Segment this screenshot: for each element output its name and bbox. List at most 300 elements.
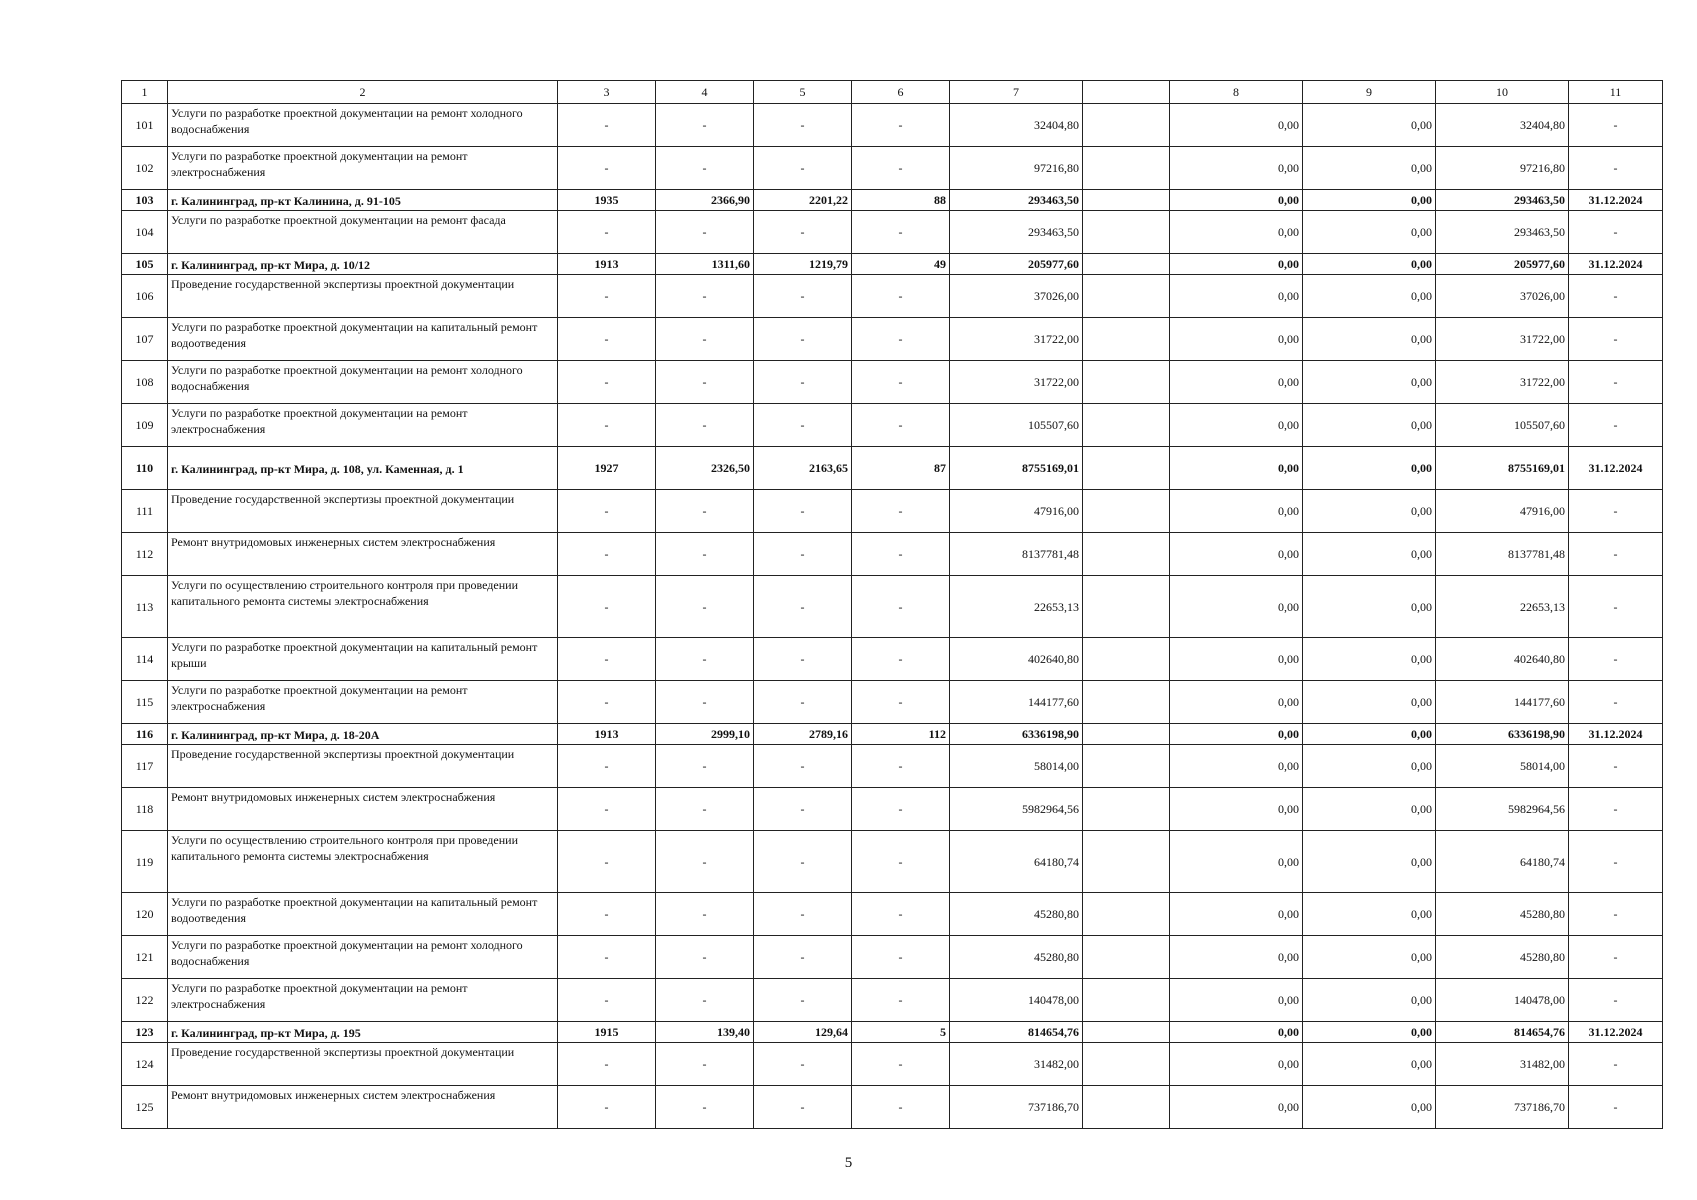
budget-share-cell: 0,00 [1303, 275, 1436, 318]
blank-cell [1083, 893, 1170, 936]
blank-cell [1083, 275, 1170, 318]
area-living-cell: - [754, 1086, 852, 1129]
cost-total-cell: 737186,70 [950, 1086, 1083, 1129]
budget-share-cell: 0,00 [1303, 936, 1436, 979]
residents-count-cell: - [852, 936, 950, 979]
budget-share-cell: 0,00 [1303, 404, 1436, 447]
residents-count-cell: - [852, 104, 950, 147]
description-cell: Ремонт внутридомовых инженерных систем электроснабжения [168, 788, 558, 831]
column-number-cell: 4 [656, 81, 754, 104]
residents-count-cell: 112 [852, 724, 950, 745]
owners-funds-cell: 140478,00 [1436, 979, 1569, 1022]
row-number-cell: 101 [122, 104, 168, 147]
budget-share-cell: 0,00 [1303, 533, 1436, 576]
area-living-cell: - [754, 275, 852, 318]
column-number-cell: 1 [122, 81, 168, 104]
description-cell: Услуги по разработке проектной документации на капитальный ремонт водоотведения [168, 893, 558, 936]
completion-date-cell: - [1569, 147, 1663, 190]
residents-count-cell: - [852, 404, 950, 447]
column-number-cell: 2 [168, 81, 558, 104]
budget-share-cell: 0,00 [1303, 1043, 1436, 1086]
area-living-cell: - [754, 936, 852, 979]
description-cell: Услуги по разработке проектной документации на ремонт электроснабжения [168, 147, 558, 190]
owners-funds-cell: 47916,00 [1436, 490, 1569, 533]
area-living-cell: - [754, 404, 852, 447]
residents-count-cell: 49 [852, 254, 950, 275]
completion-date-cell: 31.12.2024 [1569, 254, 1663, 275]
column-number-cell: 8 [1170, 81, 1303, 104]
area-total-cell: - [656, 318, 754, 361]
year-cell: - [558, 831, 656, 893]
blank-cell [1083, 1022, 1170, 1043]
cost-total-cell: 45280,80 [950, 936, 1083, 979]
fund-share-cell: 0,00 [1170, 533, 1303, 576]
row-number-cell: 117 [122, 745, 168, 788]
fund-share-cell: 0,00 [1170, 447, 1303, 490]
cost-total-cell: 22653,13 [950, 576, 1083, 638]
row-number-cell: 120 [122, 893, 168, 936]
row-number-cell: 115 [122, 681, 168, 724]
owners-funds-cell: 45280,80 [1436, 893, 1569, 936]
column-number-cell: 6 [852, 81, 950, 104]
blank-cell [1083, 936, 1170, 979]
budget-share-cell: 0,00 [1303, 1022, 1436, 1043]
owners-funds-cell: 814654,76 [1436, 1022, 1569, 1043]
area-living-cell: - [754, 147, 852, 190]
description-cell: Проведение государственной экспертизы проектной документации [168, 1043, 558, 1086]
budget-share-cell: 0,00 [1303, 361, 1436, 404]
area-total-cell: - [656, 681, 754, 724]
year-cell: - [558, 638, 656, 681]
cost-total-cell: 6336198,90 [950, 724, 1083, 745]
budget-share-cell: 0,00 [1303, 211, 1436, 254]
residents-count-cell: - [852, 361, 950, 404]
completion-date-cell: - [1569, 404, 1663, 447]
fund-share-cell: 0,00 [1170, 893, 1303, 936]
completion-date-cell: - [1569, 490, 1663, 533]
cost-total-cell: 8137781,48 [950, 533, 1083, 576]
completion-date-cell: - [1569, 745, 1663, 788]
description-cell: Услуги по разработке проектной документации на ремонт холодного водоснабжения [168, 104, 558, 147]
residents-count-cell: - [852, 893, 950, 936]
cost-total-cell: 32404,80 [950, 104, 1083, 147]
row-number-cell: 111 [122, 490, 168, 533]
owners-funds-cell: 8137781,48 [1436, 533, 1569, 576]
residents-count-cell: - [852, 147, 950, 190]
owners-funds-cell: 5982964,56 [1436, 788, 1569, 831]
year-cell: 1927 [558, 447, 656, 490]
completion-date-cell: - [1569, 318, 1663, 361]
blank-cell [1083, 404, 1170, 447]
completion-date-cell: - [1569, 533, 1663, 576]
fund-share-cell: 0,00 [1170, 1043, 1303, 1086]
description-cell: Услуги по разработке проектной документации на ремонт холодного водоснабжения [168, 936, 558, 979]
work-item-row [122, 275, 1663, 318]
row-number-cell: 123 [122, 1022, 168, 1043]
residents-count-cell: - [852, 831, 950, 893]
row-number-cell: 102 [122, 147, 168, 190]
blank-cell [1083, 788, 1170, 831]
description-cell: г. Калининград, пр-кт Мира, д. 195 [168, 1022, 558, 1043]
residents-count-cell: - [852, 1043, 950, 1086]
row-number-cell: 104 [122, 211, 168, 254]
row-number-cell: 103 [122, 190, 168, 211]
cost-total-cell: 140478,00 [950, 979, 1083, 1022]
completion-date-cell: 31.12.2024 [1569, 190, 1663, 211]
blank-cell [1083, 104, 1170, 147]
completion-date-cell: - [1569, 831, 1663, 893]
column-number-cell: 3 [558, 81, 656, 104]
year-cell: - [558, 979, 656, 1022]
area-living-cell: - [754, 745, 852, 788]
description-cell: г. Калининград, пр-кт Мира, д. 18-20А [168, 724, 558, 745]
area-total-cell: 2326,50 [656, 447, 754, 490]
address-row [122, 1022, 1663, 1043]
row-number-cell: 114 [122, 638, 168, 681]
residents-count-cell: - [852, 1086, 950, 1129]
row-number-cell: 110 [122, 447, 168, 490]
residents-count-cell: - [852, 318, 950, 361]
work-item-row [122, 788, 1663, 831]
cost-total-cell: 37026,00 [950, 275, 1083, 318]
area-living-cell: - [754, 979, 852, 1022]
work-item-row [122, 831, 1663, 893]
year-cell: - [558, 893, 656, 936]
area-living-cell: 1219,79 [754, 254, 852, 275]
blank-cell [1083, 533, 1170, 576]
budget-share-cell: 0,00 [1303, 254, 1436, 275]
description-cell: Ремонт внутридомовых инженерных систем электроснабжения [168, 533, 558, 576]
owners-funds-cell: 32404,80 [1436, 104, 1569, 147]
residents-count-cell: - [852, 576, 950, 638]
cost-total-cell: 105507,60 [950, 404, 1083, 447]
budget-share-cell: 0,00 [1303, 831, 1436, 893]
blank-cell [1083, 490, 1170, 533]
row-number-cell: 118 [122, 788, 168, 831]
cost-total-cell: 144177,60 [950, 681, 1083, 724]
work-item-row [122, 147, 1663, 190]
residents-count-cell: - [852, 533, 950, 576]
repair-works-table [121, 80, 1663, 1129]
completion-date-cell: - [1569, 361, 1663, 404]
cost-total-cell: 31722,00 [950, 318, 1083, 361]
area-total-cell: - [656, 104, 754, 147]
fund-share-cell: 0,00 [1170, 404, 1303, 447]
year-cell: - [558, 318, 656, 361]
row-number-cell: 124 [122, 1043, 168, 1086]
blank-cell [1083, 254, 1170, 275]
work-item-row [122, 1086, 1663, 1129]
residents-count-cell: 88 [852, 190, 950, 211]
column-number-cell: 11 [1569, 81, 1663, 104]
column-number-cell: 9 [1303, 81, 1436, 104]
owners-funds-cell: 31722,00 [1436, 361, 1569, 404]
cost-total-cell: 64180,74 [950, 831, 1083, 893]
completion-date-cell: - [1569, 681, 1663, 724]
completion-date-cell: - [1569, 893, 1663, 936]
cost-total-cell: 5982964,56 [950, 788, 1083, 831]
owners-funds-cell: 22653,13 [1436, 576, 1569, 638]
work-item-row [122, 936, 1663, 979]
completion-date-cell: - [1569, 275, 1663, 318]
owners-funds-cell: 205977,60 [1436, 254, 1569, 275]
description-cell: Услуги по разработке проектной документации на капитальный ремонт водоотведения [168, 318, 558, 361]
description-cell: Услуги по разработке проектной документации на ремонт холодного водоснабжения [168, 361, 558, 404]
owners-funds-cell: 8755169,01 [1436, 447, 1569, 490]
residents-count-cell: - [852, 979, 950, 1022]
budget-share-cell: 0,00 [1303, 318, 1436, 361]
area-living-cell: - [754, 638, 852, 681]
area-total-cell: 139,40 [656, 1022, 754, 1043]
work-item-row [122, 576, 1663, 638]
document-sheet [121, 80, 1663, 1129]
cost-total-cell: 205977,60 [950, 254, 1083, 275]
blank-cell [1083, 638, 1170, 681]
address-row [122, 724, 1663, 745]
year-cell: - [558, 275, 656, 318]
area-total-cell: - [656, 1043, 754, 1086]
fund-share-cell: 0,00 [1170, 254, 1303, 275]
work-item-row [122, 104, 1663, 147]
residents-count-cell: 87 [852, 447, 950, 490]
cost-total-cell: 47916,00 [950, 490, 1083, 533]
column-number-cell: 7 [950, 81, 1083, 104]
residents-count-cell: - [852, 788, 950, 831]
area-living-cell: - [754, 576, 852, 638]
column-number-cell: 10 [1436, 81, 1569, 104]
blank-cell [1083, 190, 1170, 211]
owners-funds-cell: 402640,80 [1436, 638, 1569, 681]
year-cell: 1915 [558, 1022, 656, 1043]
year-cell: - [558, 147, 656, 190]
work-item-row [122, 211, 1663, 254]
owners-funds-cell: 97216,80 [1436, 147, 1569, 190]
fund-share-cell: 0,00 [1170, 576, 1303, 638]
blank-cell [1083, 147, 1170, 190]
year-cell: - [558, 211, 656, 254]
year-cell: - [558, 681, 656, 724]
area-living-cell: - [754, 681, 852, 724]
fund-share-cell: 0,00 [1170, 275, 1303, 318]
row-number-cell: 121 [122, 936, 168, 979]
description-cell: Услуги по осуществлению строительного контроля при проведении капитального ремонта системы электроснабжения [168, 576, 558, 638]
year-cell: - [558, 490, 656, 533]
blank-cell [1083, 979, 1170, 1022]
blank-cell [1083, 724, 1170, 745]
year-cell: - [558, 1043, 656, 1086]
area-living-cell: - [754, 318, 852, 361]
column-number-cell: 5 [754, 81, 852, 104]
row-number-cell: 113 [122, 576, 168, 638]
year-cell: - [558, 404, 656, 447]
work-item-row [122, 638, 1663, 681]
fund-share-cell: 0,00 [1170, 979, 1303, 1022]
area-total-cell: - [656, 936, 754, 979]
row-number-cell: 108 [122, 361, 168, 404]
area-living-cell: - [754, 490, 852, 533]
area-living-cell: - [754, 893, 852, 936]
owners-funds-cell: 64180,74 [1436, 831, 1569, 893]
fund-share-cell: 0,00 [1170, 211, 1303, 254]
residents-count-cell: - [852, 681, 950, 724]
column-number-cell [1083, 81, 1170, 104]
residents-count-cell: - [852, 211, 950, 254]
cost-total-cell: 293463,50 [950, 211, 1083, 254]
completion-date-cell: - [1569, 211, 1663, 254]
blank-cell [1083, 361, 1170, 404]
year-cell: - [558, 1086, 656, 1129]
description-cell: Проведение государственной экспертизы проектной документации [168, 490, 558, 533]
budget-share-cell: 0,00 [1303, 576, 1436, 638]
fund-share-cell: 0,00 [1170, 1086, 1303, 1129]
budget-share-cell: 0,00 [1303, 745, 1436, 788]
residents-count-cell: - [852, 745, 950, 788]
budget-share-cell: 0,00 [1303, 490, 1436, 533]
cost-total-cell: 8755169,01 [950, 447, 1083, 490]
residents-count-cell: - [852, 638, 950, 681]
owners-funds-cell: 293463,50 [1436, 190, 1569, 211]
completion-date-cell: - [1569, 936, 1663, 979]
row-number-cell: 105 [122, 254, 168, 275]
row-number-cell: 119 [122, 831, 168, 893]
area-total-cell: 2999,10 [656, 724, 754, 745]
area-total-cell: - [656, 147, 754, 190]
residents-count-cell: 5 [852, 1022, 950, 1043]
description-cell: г. Калининград, пр-кт Мира, д. 10/12 [168, 254, 558, 275]
area-living-cell: 129,64 [754, 1022, 852, 1043]
row-number-cell: 125 [122, 1086, 168, 1129]
area-total-cell: - [656, 788, 754, 831]
fund-share-cell: 0,00 [1170, 936, 1303, 979]
area-total-cell: - [656, 576, 754, 638]
fund-share-cell: 0,00 [1170, 745, 1303, 788]
completion-date-cell: - [1569, 979, 1663, 1022]
fund-share-cell: 0,00 [1170, 490, 1303, 533]
year-cell: - [558, 361, 656, 404]
work-item-row [122, 361, 1663, 404]
cost-total-cell: 45280,80 [950, 893, 1083, 936]
fund-share-cell: 0,00 [1170, 147, 1303, 190]
completion-date-cell: 31.12.2024 [1569, 1022, 1663, 1043]
fund-share-cell: 0,00 [1170, 788, 1303, 831]
row-number-cell: 116 [122, 724, 168, 745]
cost-total-cell: 814654,76 [950, 1022, 1083, 1043]
year-cell: 1913 [558, 254, 656, 275]
cost-total-cell: 97216,80 [950, 147, 1083, 190]
row-number-cell: 122 [122, 979, 168, 1022]
owners-funds-cell: 58014,00 [1436, 745, 1569, 788]
budget-share-cell: 0,00 [1303, 1086, 1436, 1129]
area-total-cell: - [656, 979, 754, 1022]
area-total-cell: - [656, 361, 754, 404]
address-row [122, 254, 1663, 275]
completion-date-cell: - [1569, 104, 1663, 147]
budget-share-cell: 0,00 [1303, 681, 1436, 724]
area-total-cell: 1311,60 [656, 254, 754, 275]
area-living-cell: - [754, 104, 852, 147]
budget-share-cell: 0,00 [1303, 893, 1436, 936]
area-total-cell: - [656, 404, 754, 447]
description-cell: Проведение государственной экспертизы проектной документации [168, 275, 558, 318]
row-number-cell: 106 [122, 275, 168, 318]
description-cell: г. Калининград, пр-кт Мира, д. 108, ул. Каменная, д. 1 [168, 447, 558, 490]
area-total-cell: 2366,90 [656, 190, 754, 211]
work-item-row [122, 979, 1663, 1022]
area-living-cell: - [754, 788, 852, 831]
cost-total-cell: 31482,00 [950, 1043, 1083, 1086]
row-number-cell: 107 [122, 318, 168, 361]
description-cell: г. Калининград, пр-кт Калинина, д. 91-105 [168, 190, 558, 211]
cost-total-cell: 293463,50 [950, 190, 1083, 211]
owners-funds-cell: 293463,50 [1436, 211, 1569, 254]
work-item-row [122, 404, 1663, 447]
work-item-row [122, 490, 1663, 533]
year-cell: - [558, 104, 656, 147]
fund-share-cell: 0,00 [1170, 638, 1303, 681]
completion-date-cell: - [1569, 1043, 1663, 1086]
area-total-cell: - [656, 638, 754, 681]
completion-date-cell: - [1569, 788, 1663, 831]
description-cell: Услуги по разработке проектной документации на ремонт фасада [168, 211, 558, 254]
column-number-header-row [122, 81, 1663, 104]
budget-share-cell: 0,00 [1303, 190, 1436, 211]
table-body [122, 81, 1663, 1129]
area-living-cell: - [754, 831, 852, 893]
page-number: 5 [844, 1155, 853, 1171]
area-living-cell: - [754, 533, 852, 576]
budget-share-cell: 0,00 [1303, 147, 1436, 190]
description-cell: Услуги по разработке проектной документации на капитальный ремонт крыши [168, 638, 558, 681]
description-cell: Услуги по разработке проектной документации на ремонт электроснабжения [168, 404, 558, 447]
year-cell: - [558, 788, 656, 831]
fund-share-cell: 0,00 [1170, 1022, 1303, 1043]
description-cell: Проведение государственной экспертизы проектной документации [168, 745, 558, 788]
work-item-row [122, 1043, 1663, 1086]
owners-funds-cell: 45280,80 [1436, 936, 1569, 979]
blank-cell [1083, 211, 1170, 254]
residents-count-cell: - [852, 275, 950, 318]
blank-cell [1083, 745, 1170, 788]
work-item-row [122, 318, 1663, 361]
area-living-cell: - [754, 361, 852, 404]
fund-share-cell: 0,00 [1170, 361, 1303, 404]
fund-share-cell: 0,00 [1170, 318, 1303, 361]
year-cell: 1913 [558, 724, 656, 745]
residents-count-cell: - [852, 490, 950, 533]
year-cell: - [558, 745, 656, 788]
fund-share-cell: 0,00 [1170, 104, 1303, 147]
area-living-cell: - [754, 1043, 852, 1086]
description-cell: Услуги по разработке проектной документации на ремонт электроснабжения [168, 681, 558, 724]
description-cell: Услуги по осуществлению строительного контроля при проведении капитального ремонта системы электроснабжения [168, 831, 558, 893]
owners-funds-cell: 6336198,90 [1436, 724, 1569, 745]
year-cell: - [558, 533, 656, 576]
year-cell: - [558, 576, 656, 638]
blank-cell [1083, 1043, 1170, 1086]
owners-funds-cell: 31722,00 [1436, 318, 1569, 361]
address-row [122, 447, 1663, 490]
area-total-cell: - [656, 893, 754, 936]
description-cell: Услуги по разработке проектной документации на ремонт электроснабжения [168, 979, 558, 1022]
cost-total-cell: 58014,00 [950, 745, 1083, 788]
work-item-row [122, 893, 1663, 936]
blank-cell [1083, 576, 1170, 638]
area-total-cell: - [656, 745, 754, 788]
area-total-cell: - [656, 211, 754, 254]
row-number-cell: 112 [122, 533, 168, 576]
blank-cell [1083, 831, 1170, 893]
area-total-cell: - [656, 1086, 754, 1129]
